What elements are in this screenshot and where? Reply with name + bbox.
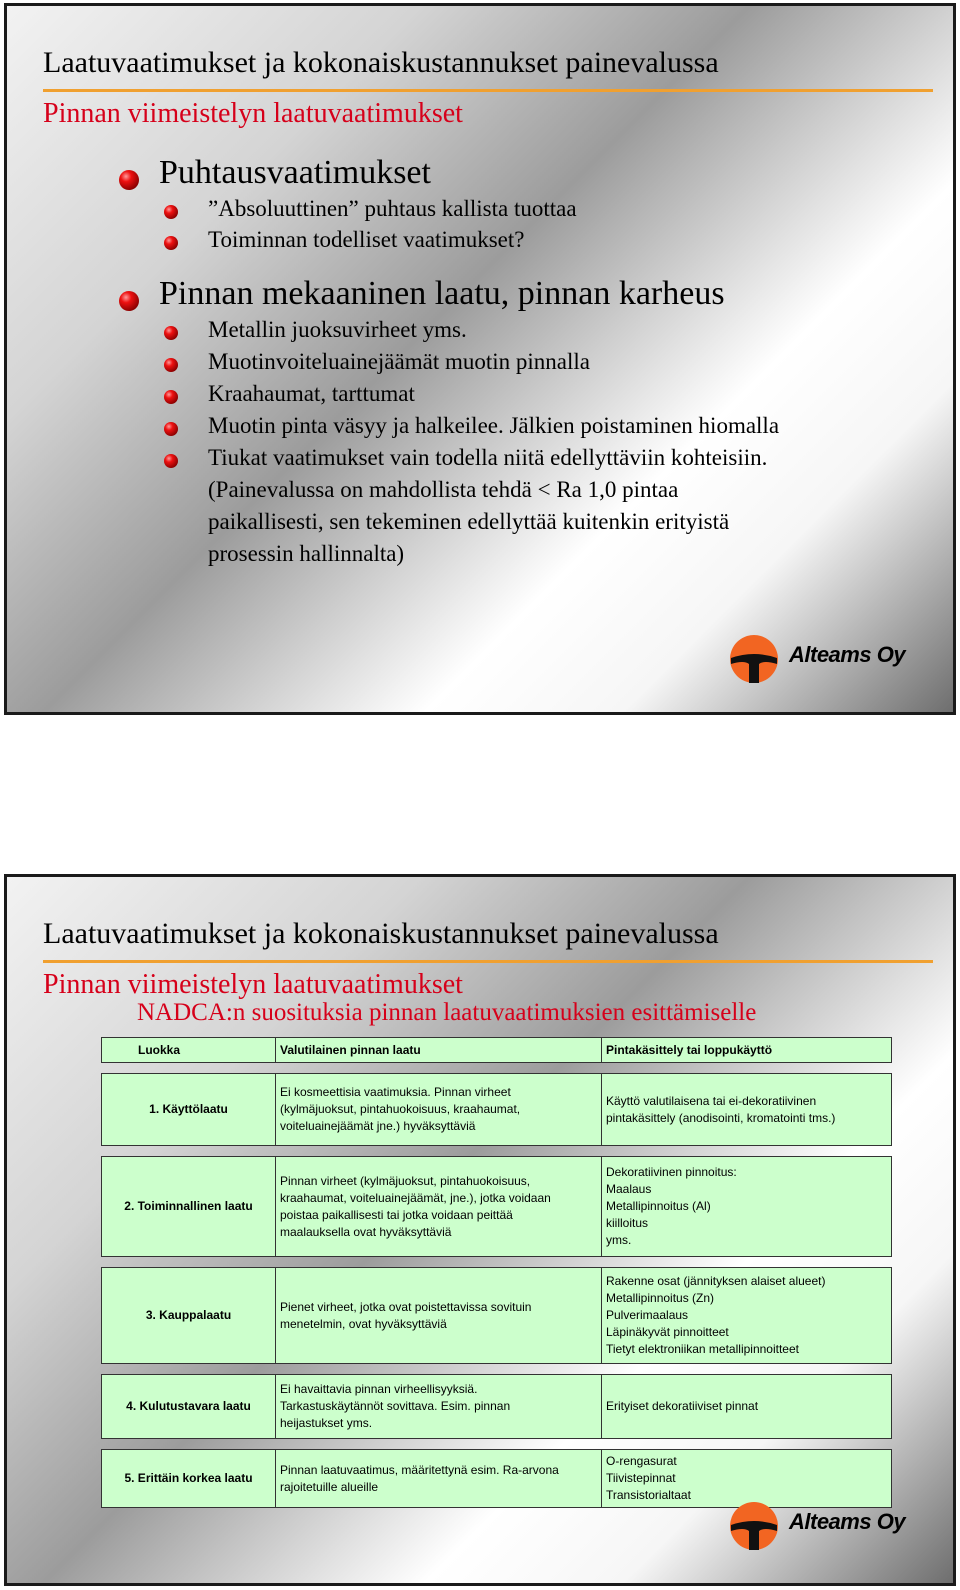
class-cell: 5. Erittäin korkea laatu — [102, 1450, 276, 1508]
use-cell: Käyttö valutilaisena tai ei-dekoratiivinen pintakäsittely (anodisointi, kromatointi tms.) — [602, 1074, 892, 1146]
section-heading: Pinnan mekaaninen laatu, pinnan karheus — [159, 275, 725, 312]
slide-2 — [4, 874, 956, 1586]
logo-text: Alteams Oy — [789, 1509, 906, 1534]
bullet-ball-icon — [164, 205, 178, 219]
quality-cell: Pienet virheet, jotka ovat poistettavissa sovituin menetelmin, ovat hyväksyttäviä — [276, 1268, 602, 1364]
list-item: ”Absoluuttinen” puhtaus kallista tuottaa — [208, 196, 577, 221]
title-divider — [43, 89, 933, 92]
alteams-logo-icon — [729, 1501, 779, 1551]
table-row — [102, 1268, 892, 1364]
list-item: Toiminnan todelliset vaatimukset? — [208, 227, 525, 252]
list-item: Tiukat vaatimukset vain todella niitä edellyttäviin kohteisiin. — [208, 445, 768, 470]
list-item: Muotinvoiteluainejäämät muotin pinnalla — [208, 349, 590, 374]
use-cell: O-rengasurat Tiivistepinnat Transistorialtaat — [602, 1450, 892, 1508]
table-row — [102, 1375, 892, 1439]
bullet-ball-icon — [164, 390, 178, 404]
class-cell: 3. Kauppalaatu — [102, 1268, 276, 1364]
class-cell: 1. Käyttölaatu — [102, 1074, 276, 1146]
quality-table — [101, 1037, 892, 1508]
slide-title: Laatuvaatimukset ja kokonaiskustannukset painevalussa — [43, 917, 719, 950]
quality-cell: Ei havaittavia pinnan virheellisyyksiä. Tarkastuskäytännöt sovittava. Esim. pinnan heijastukset yms. — [276, 1375, 602, 1439]
bullet-ball-icon — [119, 170, 139, 190]
use-cell: Dekoratiivinen pinnoitus: Maalaus Metallipinnoitus (Al) kiilloitus yms. — [602, 1157, 892, 1257]
bullet-ball-icon — [119, 291, 139, 311]
column-header: Valutilainen pinnan laatu — [276, 1038, 602, 1063]
note-line: (Painevalussa on mahdollista tehdä < Ra 1,0 pintaa — [208, 477, 679, 502]
list-item: Muotin pinta väsyy ja halkeilee. Jälkien poistaminen hiomalla — [208, 413, 780, 438]
note-line: paikallisesti, sen tekeminen edellyttää kuitenkin erityistä — [208, 509, 730, 534]
table-row — [102, 1157, 892, 1257]
slide-subtitle: Pinnan viimeistelyn laatuvaatimukset — [43, 98, 463, 129]
alteams-logo — [729, 634, 939, 690]
column-header: Pintakäsittely tai loppukäyttö — [602, 1038, 892, 1063]
table-row — [102, 1450, 892, 1508]
bullet-ball-icon — [164, 422, 178, 436]
quality-cell: Pinnan virheet (kylmäjuoksut, pintahuokoisuus, kraahaumat, voiteluainejäämät, jne.), jotka voidaan poistaa paikallisesti tai jotka voidaan peittää maalauksella ovat hyväksyttäviä — [276, 1157, 602, 1257]
slide-title: Laatuvaatimukset ja kokonaiskustannukset painevalussa — [43, 46, 719, 79]
slide-1 — [4, 3, 956, 715]
section-heading: Puhtausvaatimukset — [159, 154, 431, 191]
bullet-ball-icon — [164, 358, 178, 372]
logo-text: Alteams Oy — [789, 642, 906, 667]
list-item: Metallin juoksuvirheet yms. — [208, 317, 467, 342]
use-cell: Erityiset dekoratiiviset pinnat — [602, 1375, 892, 1439]
title-divider — [43, 960, 933, 963]
alteams-logo-icon — [729, 634, 779, 684]
note-line: prosessin hallinnalta) — [208, 541, 405, 566]
table-header-row — [102, 1038, 892, 1063]
column-header: Luokka — [102, 1038, 276, 1063]
bullet-ball-icon — [164, 454, 178, 468]
bullet-ball-icon — [164, 326, 178, 340]
use-cell: Rakenne osat (jännityksen alaiset alueet) Metallipinnoitus (Zn) Pulverimaalaus Läpinäkyvät pinnoitteet Tietyt elektroniikan metallipinnoitteet — [602, 1268, 892, 1364]
slide-subtitle: Pinnan viimeistelyn laatuvaatimukset — [43, 969, 463, 1000]
table-row — [102, 1074, 892, 1146]
bullet-ball-icon — [164, 236, 178, 250]
quality-cell: Pinnan laatuvaatimus, määritettynä esim. Ra-arvona rajoitetuille alueille — [276, 1450, 602, 1508]
nadca-heading: NADCA:n suosituksia pinnan laatuvaatimuksien esittämiselle — [137, 999, 757, 1026]
class-cell: 2. Toiminnallinen laatu — [102, 1157, 276, 1257]
alteams-logo — [729, 1501, 939, 1557]
class-cell: 4. Kulutustavara laatu — [102, 1375, 276, 1439]
list-item: Kraahaumat, tarttumat — [208, 381, 415, 406]
quality-cell: Ei kosmeettisia vaatimuksia. Pinnan virheet (kylmäjuoksut, pintahuokoisuus, kraahaumat, voiteluainejäämät jne.) hyväksyttäviä — [276, 1074, 602, 1146]
